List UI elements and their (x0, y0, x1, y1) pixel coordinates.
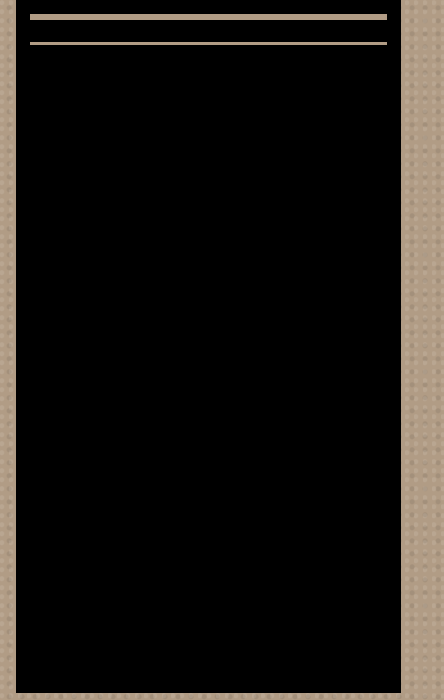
header-divider (30, 42, 387, 45)
column-header (30, 20, 387, 42)
supplement-facts-panel (16, 0, 401, 693)
dv-header (377, 20, 387, 42)
other-ingredients-strip (406, 128, 442, 688)
